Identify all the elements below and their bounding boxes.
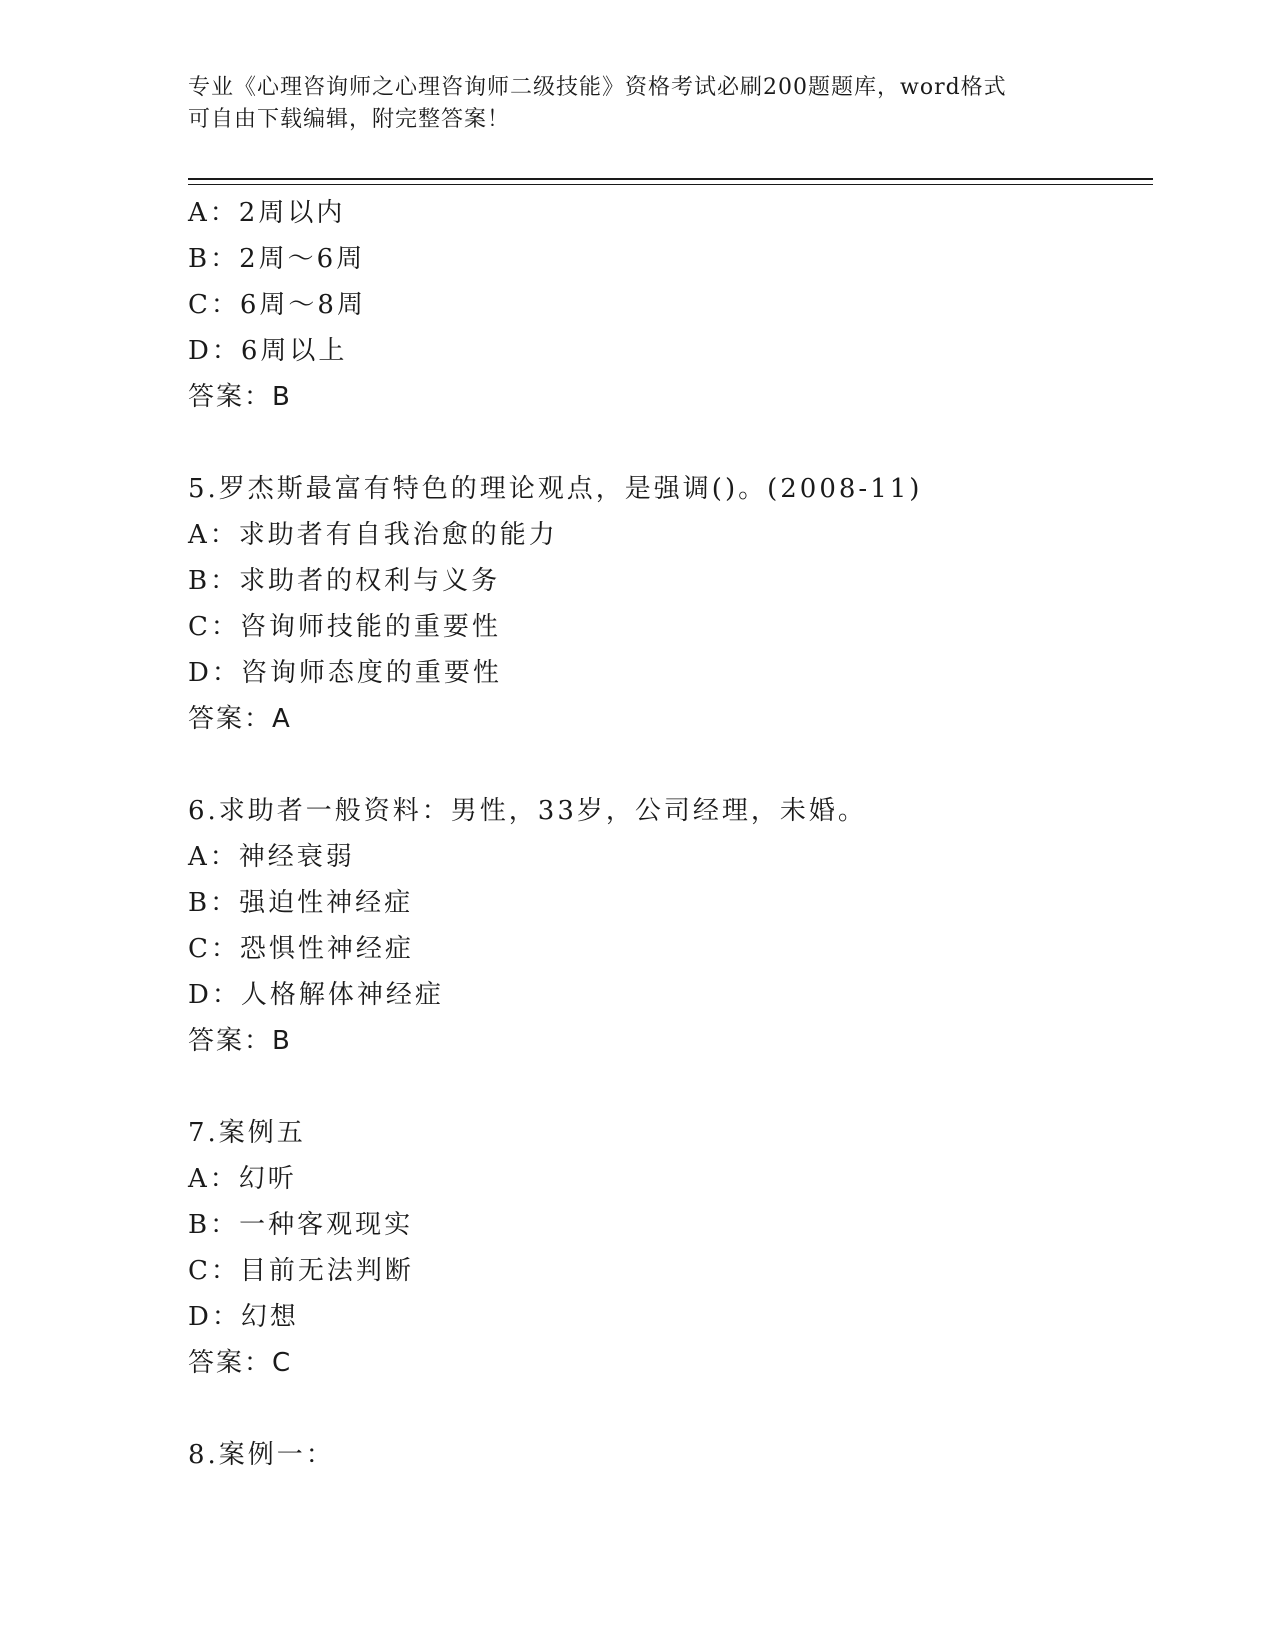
header-divider-thin bbox=[188, 184, 1153, 185]
option-b: B：求助者的权利与义务 bbox=[188, 566, 501, 596]
question-6 bbox=[188, 788, 1148, 1064]
option-a: A：求助者有自我治愈的能力 bbox=[188, 520, 558, 550]
spacer bbox=[188, 1064, 1148, 1110]
option-d: D：人格解体神经症 bbox=[188, 980, 444, 1010]
option-b: B：2周～6周 bbox=[188, 244, 366, 274]
option-a: A：神经衰弱 bbox=[188, 842, 355, 872]
question-4 bbox=[188, 190, 1148, 420]
option-c: C：咨询师技能的重要性 bbox=[188, 612, 501, 642]
question-7 bbox=[188, 1110, 1148, 1386]
answer-line: 答案：C bbox=[188, 1348, 293, 1378]
option-b: B：一种客观现实 bbox=[188, 1210, 414, 1240]
option-c: C：目前无法判断 bbox=[188, 1256, 414, 1286]
option-c: C：恐惧性神经症 bbox=[188, 934, 414, 964]
question-list bbox=[188, 190, 1148, 1478]
option-d: D：6周以上 bbox=[188, 336, 348, 366]
question-text: 7.案例五 bbox=[188, 1118, 306, 1148]
answer-line: 答案：A bbox=[188, 704, 292, 734]
option-c: C：6周～8周 bbox=[188, 290, 366, 320]
header-divider-thick bbox=[188, 178, 1153, 180]
option-d: D：幻想 bbox=[188, 1302, 299, 1332]
answer-line: 答案：B bbox=[188, 1026, 292, 1056]
answer-line: 答案：B bbox=[188, 382, 292, 412]
header-line-2: 可自由下载编辑，附完整答案！ bbox=[188, 107, 511, 132]
question-8 bbox=[188, 1432, 1148, 1478]
spacer bbox=[188, 1386, 1148, 1432]
document-header bbox=[188, 72, 1068, 136]
spacer bbox=[188, 742, 1148, 788]
question-text: 5.罗杰斯最富有特色的理论观点，是强调()。(2008-11) bbox=[188, 474, 923, 504]
option-b: B：强迫性神经症 bbox=[188, 888, 414, 918]
spacer bbox=[188, 420, 1148, 466]
option-a: A：幻听 bbox=[188, 1164, 297, 1194]
option-d: D：咨询师态度的重要性 bbox=[188, 658, 502, 688]
question-text: 8.案例一： bbox=[188, 1440, 335, 1470]
question-text: 6.求助者一般资料：男性，33岁，公司经理，未婚。 bbox=[188, 796, 867, 826]
question-5 bbox=[188, 466, 1148, 742]
header-line-1: 专业《心理咨询师之心理咨询师二级技能》资格考试必刷200题题库，word格式 bbox=[188, 75, 1007, 100]
option-a: A：2周以内 bbox=[188, 198, 346, 228]
